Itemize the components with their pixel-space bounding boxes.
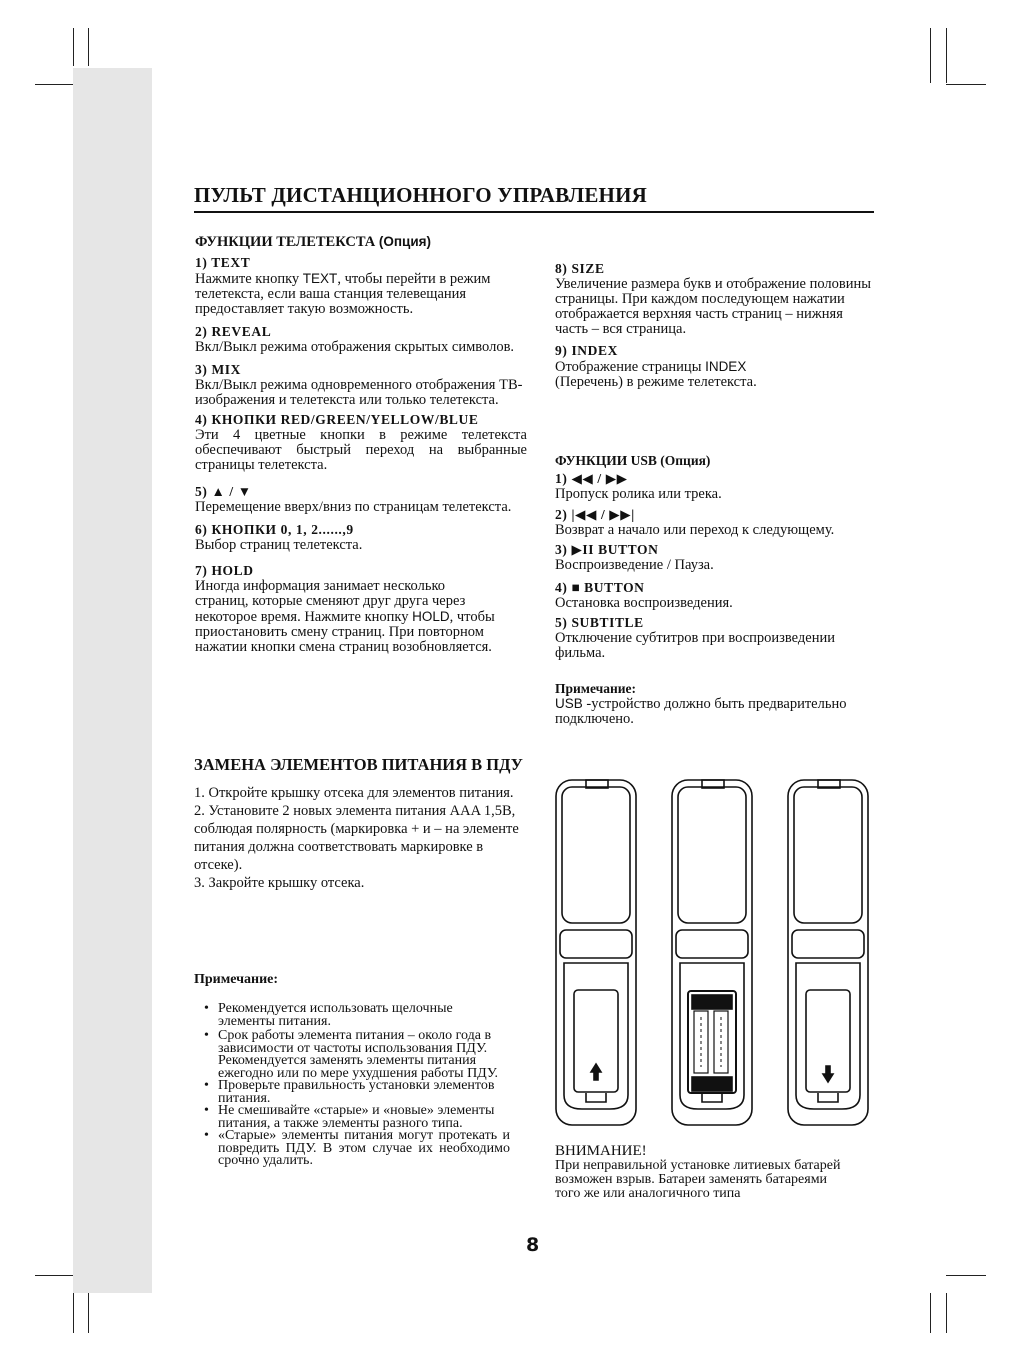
page-side-band — [73, 68, 152, 1293]
usb-note-label: Примечание: — [555, 681, 637, 696]
teletext-item-updown-heading: 5) ▲ / ▼ — [195, 484, 252, 499]
warning-text: При неправильной установке литиевых батарей возможен взрыв. Батареи заменять батареями того же или аналогичного типа — [555, 1158, 841, 1201]
teletext-section-right — [555, 256, 877, 390]
teletext-item-digits-desc: Выбор страниц телетекста. — [195, 537, 363, 553]
usb-item-stop-desc: Остановка воспроизведения. — [555, 595, 733, 611]
usb-heading: ФУНКЦИИ USB (Опция) — [555, 453, 711, 468]
teletext-item-hold-desc: Иногда информация занимает несколько страниц, которые сменяют друг друга через некоторое время. Нажмите кнопку HOLD, чтобы приостановить смену страниц. При повторном нажатии кнопки смена страниц возобновляется. — [195, 578, 495, 655]
teletext-item-index-desc: Отображение страницы INDEX (Перечень) в режиме телетекста. — [555, 359, 757, 390]
teletext-item-text-heading: 1) TEXT — [195, 255, 251, 270]
teletext-item-updown-desc: Перемещение вверх/вниз по страницам телетекста. — [195, 499, 512, 515]
battery-step-1: 1. Откройте крышку отсека для элементов питания. — [194, 785, 514, 801]
usb-item-play-heading: 3) ▶II BUTTON — [555, 542, 659, 557]
teletext-item-color-desc: Эти 4 цветные кнопки в режиме телетекста обеспечивают быстрый переход на выбранные страницы телетекста. — [195, 427, 527, 473]
battery-note-label: Примечание: — [194, 972, 279, 987]
battery-step-3: 3. Закройте крышку отсека. — [194, 875, 365, 891]
teletext-heading — [195, 234, 527, 250]
teletext-item-size-desc: Увеличение размера букв и отображение половины страницы. При каждом последующем нажатии отображается верхняя часть страниц – нижняя часть – вся страница. — [555, 276, 872, 337]
teletext-item-index-heading: 9) INDEX — [555, 343, 618, 358]
usb-item-prevnext-desc: Возврат а начало или переход к следующему. — [555, 522, 835, 538]
warning-block — [555, 1144, 877, 1201]
teletext-item-mix-heading: 3) MIX — [195, 362, 241, 377]
remote-open-cover-drawing — [556, 780, 636, 1125]
warning-label: ВНИМАНИЕ! — [555, 1143, 647, 1159]
battery-note-item: • Проверьте правильность установки элементов питания. — [202, 1080, 510, 1105]
battery-notes — [194, 972, 510, 1168]
teletext-item-color-heading: 4) КНОПКИ RED/GREEN/YELLOW/BLUE — [195, 412, 479, 427]
teletext-item-digits-heading: 6) КНОПКИ 0, 1, 2......,9 — [195, 522, 354, 537]
battery-heading: ЗАМЕНА ЭЛЕМЕНТОВ ПИТАНИЯ В ПДУ — [194, 755, 523, 774]
battery-note-item: • Не смешивайте «старые» и «новые» элементы питания, а также элементы разного типа. — [202, 1105, 510, 1130]
usb-note-text: USB -устройство должно быть предварительно подключено. — [555, 696, 847, 727]
teletext-heading-option: (Опция) — [378, 234, 432, 249]
battery-step-2: 2. Установите 2 новых элемента питания AAA 1,5В, соблюдая полярность (маркировка + и – на элементе питания должна соответствовать маркировке в отсеке). — [194, 803, 519, 873]
battery-steps — [194, 784, 519, 892]
usb-item-prevnext-heading: 2) |◀◀ / ▶▶| — [555, 507, 635, 522]
usb-item-play-desc: Воспроизведение / Пауза. — [555, 557, 714, 573]
title-rule — [194, 211, 874, 213]
remote-closed-cover-drawing — [788, 780, 868, 1125]
remote-battery-illustration — [554, 777, 874, 1129]
teletext-item-reveal-desc: Вкл/Выкл режима отображения скрытых символов. — [195, 339, 515, 355]
teletext-section-left — [195, 234, 527, 655]
usb-item-subtitle-desc: Отключение субтитров при воспроизведении фильма. — [555, 630, 835, 661]
usb-item-subtitle-heading: 5) SUBTITLE — [555, 615, 644, 630]
battery-section — [194, 757, 539, 892]
page-number: 8 — [526, 1234, 540, 1256]
teletext-item-size-heading: 8) SIZE — [555, 261, 605, 276]
teletext-heading-text: ФУНКЦИИ ТЕЛЕТЕКСТА — [195, 234, 376, 250]
usb-item-skip-heading: 1) ◀◀ / ▶▶ — [555, 471, 628, 486]
remote-batteries-inserted-drawing — [672, 780, 752, 1125]
battery-note-item: • «Старые» элементы питания могут протекать и повредить ПДУ. В этом случае их необходимо срочно удалить. — [202, 1130, 510, 1168]
battery-note-item: • Рекомендуется использовать щелочные элементы питания. — [202, 1003, 510, 1028]
battery-note-list — [202, 1003, 510, 1168]
teletext-item-mix-desc: Вкл/Выкл режима одновременного отображения ТВ-изображения и телетекста или только телетекста. — [195, 377, 523, 408]
usb-item-skip-desc: Пропуск ролика или трека. — [555, 486, 722, 502]
teletext-item-text-desc: Нажмите кнопку TEXT, чтобы перейти в режим телетекста, если ваша станция телевещания предоставляет такую возможность. — [195, 271, 491, 317]
battery-note-item: • Срок работы элемента питания – около года в зависимости от частоты использования ПДУ. Рекомендуется заменять элементы питания ежегодно или по мере ухудшения работы ПДУ. — [202, 1030, 510, 1080]
teletext-item-hold-heading: 7) HOLD — [195, 563, 254, 578]
usb-section — [555, 453, 877, 727]
usb-item-stop-heading: 4) ■ BUTTON — [555, 580, 645, 595]
page-title: ПУЛЬТ ДИСТАНЦИОННОГО УПРАВЛЕНИЯ — [194, 183, 647, 207]
teletext-item-reveal-heading: 2) REVEAL — [195, 324, 272, 339]
